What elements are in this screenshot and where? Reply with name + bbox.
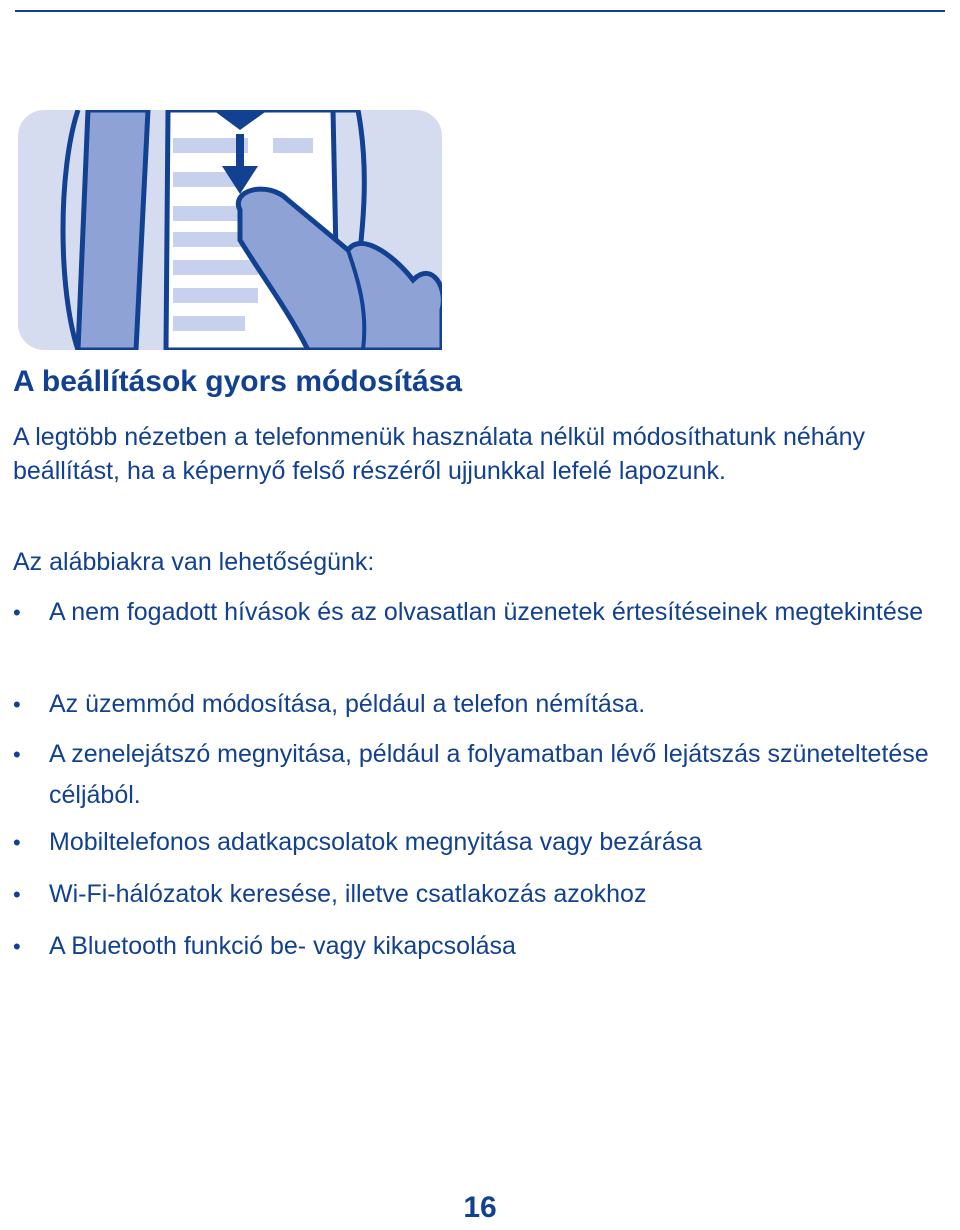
top-rule: [15, 10, 945, 12]
list-bar: [173, 288, 258, 303]
list-bar: [173, 206, 238, 221]
page-number: 16: [463, 1191, 497, 1224]
list-item-text: A Bluetooth funkció be- vagy kikapcsolása: [49, 932, 516, 960]
bullet: •: [13, 830, 21, 855]
list-item-text: Mobiltelefonos adatkapcsolatok megnyitása vagy bezárása: [49, 828, 703, 856]
list-item: [13, 684, 960, 725]
page-title: A beállítások gyors módosítása: [13, 365, 463, 398]
swipe-down-illustration: [18, 110, 442, 350]
bullet: •: [13, 742, 21, 767]
swipe-down-hand-icon: [18, 110, 442, 350]
options-lead: Az alábbiakra van lehetőségünk:: [13, 548, 375, 576]
list-item: [13, 592, 960, 633]
bullet: •: [13, 882, 21, 907]
list-item: [13, 926, 960, 967]
list-item: [13, 874, 960, 915]
bullet: •: [13, 934, 21, 959]
list-bar: [173, 260, 258, 275]
list-item-text: A nem fogadott hívások és az olvasatlan üzenetek értesítéseinek megtekintése: [49, 598, 924, 626]
list-bar: [273, 138, 313, 153]
list-item-text: Wi-Fi-hálózatok keresése, illetve csatlakozás azokhoz: [49, 880, 647, 908]
list-item-text: A zenelejátszó megnyitása, például a folyamatban lévő lejátszás szüneteltetése céljából.: [49, 740, 929, 809]
list-item: [13, 734, 960, 815]
intro-paragraph: A legtöbb nézetben a telefonmenük használata nélkül módosíthatunk néhány beállítást, ha a képernyő felső részéről ujjunkkal lefelé lapozunk.: [13, 423, 866, 485]
list-bar: [173, 316, 245, 331]
left-hand-shape: [78, 110, 148, 350]
bullet: •: [13, 600, 21, 625]
list-item-text: Az üzemmód módosítása, például a telefon némítása.: [49, 690, 646, 718]
bullet: •: [13, 692, 21, 717]
list-item: [13, 822, 960, 863]
